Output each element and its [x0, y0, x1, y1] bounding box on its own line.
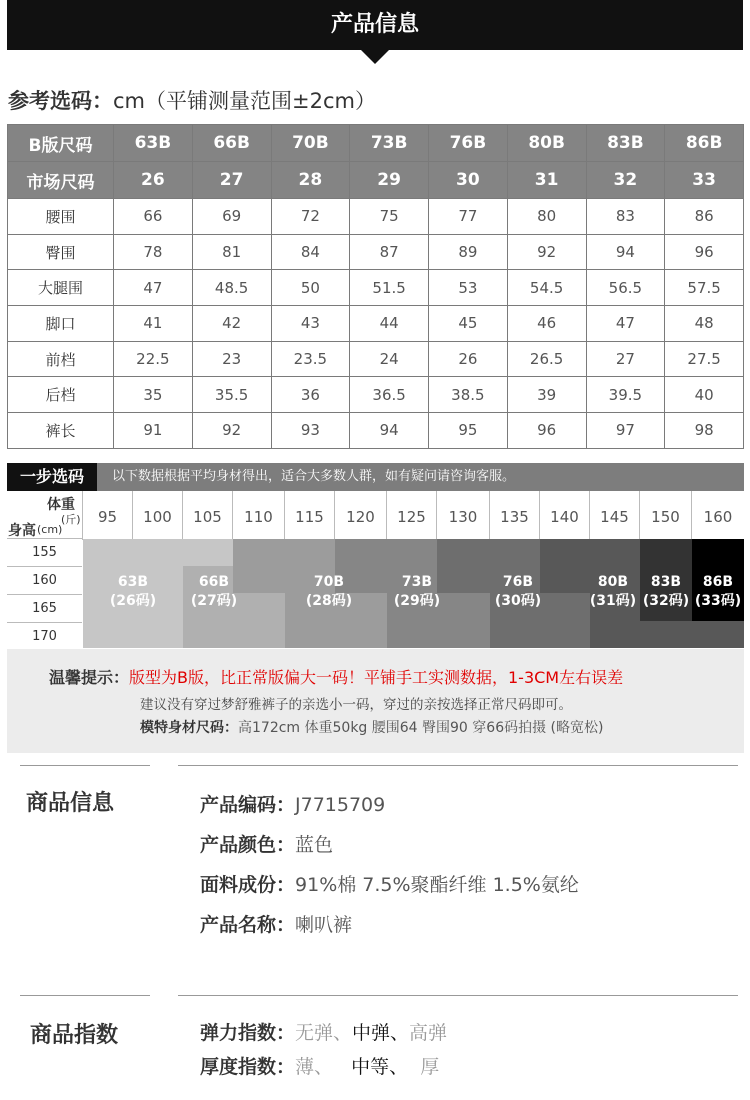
table-cell: 94 [350, 413, 429, 449]
color-label: 产品颜色： [200, 834, 296, 856]
tips-line [49, 665, 623, 688]
table-cell: 80 [507, 199, 586, 235]
table-cell: 98 [665, 413, 744, 449]
height-cell: 155 [7, 538, 82, 566]
table-cell: 51.5 [350, 270, 429, 306]
table-cell: 96 [665, 234, 744, 270]
table-cell: 97 [586, 413, 665, 449]
b-size: 80B [507, 125, 586, 162]
table-cell: 54.5 [507, 270, 586, 306]
model-label: 模特身材尺码： [140, 720, 238, 736]
reference-text: cm（平铺测量范围±2cm） [113, 89, 376, 113]
table-cell: 38.5 [429, 377, 508, 413]
table-cell: 66 [114, 199, 193, 235]
weight-cell: 145 [590, 491, 640, 540]
weight-cell: 125 [387, 491, 437, 540]
height-cell: 170 [7, 622, 82, 650]
size-m: (28码) [305, 593, 353, 609]
table-cell: 43 [271, 306, 350, 342]
size-table [7, 124, 744, 449]
step-tag: 一步选码 [7, 463, 97, 491]
table-cell: 36 [271, 377, 350, 413]
table-cell: 77 [429, 199, 508, 235]
row-label: 裤长 [8, 413, 114, 449]
row-label: 脚口 [8, 306, 114, 342]
reference-note [8, 85, 376, 115]
size-b: 70B [313, 574, 345, 590]
table-cell: 87 [350, 234, 429, 270]
size-b: 66B [198, 574, 230, 590]
weight-cell: 115 [285, 491, 335, 540]
table-cell: 22.5 [114, 341, 193, 377]
table-cell: 94 [586, 234, 665, 270]
size-m: (27码) [190, 593, 238, 609]
table-cell: 23 [192, 341, 271, 377]
table-cell: 81 [192, 234, 271, 270]
table-cell: 75 [350, 199, 429, 235]
table-cell: 83 [586, 199, 665, 235]
fabric-value: 91%棉 7.5%聚酯纤维 1.5%氨纶 [295, 874, 579, 896]
table-cell: 50 [271, 270, 350, 306]
divider [178, 765, 738, 766]
table-cell: 89 [429, 234, 508, 270]
table-row [8, 306, 744, 342]
table-cell: 86 [665, 199, 744, 235]
elastic-option: 高弹 [409, 1022, 448, 1044]
size-label-70b [295, 573, 363, 611]
market-size: 30 [429, 162, 508, 199]
code-value: J7715709 [295, 794, 386, 816]
row-label: 腰围 [8, 199, 114, 235]
product-fabric [200, 870, 579, 897]
market-size: 33 [665, 162, 744, 199]
product-info-title: 商品信息 [26, 791, 115, 816]
weight-cell: 130 [437, 491, 490, 540]
height-label: 身高 [8, 523, 36, 539]
row-label: 后档 [8, 377, 114, 413]
table-cell: 35 [114, 377, 193, 413]
row-label: 臀围 [8, 234, 114, 270]
elastic-option-selected: 中弹、 [352, 1022, 410, 1044]
size-m: (30码) [494, 593, 542, 609]
divider [20, 995, 150, 996]
tips-label: 温馨提示： [49, 668, 130, 687]
divider [178, 995, 738, 996]
product-name [200, 910, 352, 937]
thick-option: 薄、 [295, 1056, 334, 1078]
table-cell: 69 [192, 199, 271, 235]
name-value: 喇叭裤 [295, 914, 353, 936]
table-cell: 35.5 [192, 377, 271, 413]
table-cell: 46 [507, 306, 586, 342]
size-label-80b [585, 573, 641, 611]
b-size: 83B [586, 125, 665, 162]
thick-label: 厚度指数： [200, 1056, 296, 1078]
size-m: (26码) [109, 593, 157, 609]
size-b: 63B [117, 574, 149, 590]
table-cell: 48 [665, 306, 744, 342]
table-cell: 42 [192, 306, 271, 342]
b-size: 63B [114, 125, 193, 162]
table-cell: 45 [429, 306, 508, 342]
size-b: 80B [597, 574, 629, 590]
table-row [8, 413, 744, 449]
weight-unit: (斤) [61, 513, 81, 526]
size-m: (31码) [589, 593, 637, 609]
size-label-86b [690, 573, 746, 611]
table-cell: 27.5 [665, 341, 744, 377]
size-b: 76B [502, 574, 534, 590]
table-cell: 23.5 [271, 341, 350, 377]
market-size: 26 [114, 162, 193, 199]
size-label-83b [638, 573, 694, 611]
size-label-76b [484, 573, 552, 611]
table-row [8, 199, 744, 235]
tips-warning: 版型为B版，比正常版偏大一码！平铺手工实测数据，1-3CM左右误差 [129, 668, 624, 687]
step-note: 以下数据根据平均身材得出，适合大多数人群，如有疑问请咨询客服。 [112, 469, 516, 484]
thick-option-selected: 中等、 [351, 1056, 409, 1078]
elastic-option: 无弹、 [295, 1022, 353, 1044]
weight-label: 体重 [47, 497, 75, 513]
market-size: 28 [271, 162, 350, 199]
table-row [8, 234, 744, 270]
fabric-label: 面料成份： [200, 874, 296, 896]
table-cell: 40 [665, 377, 744, 413]
b-size: 76B [429, 125, 508, 162]
color-value: 蓝色 [295, 834, 334, 856]
market-size: 31 [507, 162, 586, 199]
elastic-label: 弹力指数： [200, 1022, 296, 1044]
table-cell: 56.5 [586, 270, 665, 306]
market-size: 32 [586, 162, 665, 199]
size-finder-grid [7, 491, 744, 649]
table-cell: 47 [114, 270, 193, 306]
product-index-title: 商品指数 [30, 1023, 119, 1048]
weight-cell: 140 [540, 491, 590, 540]
market-size-row [8, 162, 744, 199]
divider [20, 765, 150, 766]
name-label: 产品名称： [200, 914, 296, 936]
thickness-index [200, 1052, 439, 1079]
table-cell: 78 [114, 234, 193, 270]
height-cell: 160 [7, 566, 82, 594]
tips-box [7, 649, 744, 753]
table-cell: 27 [586, 341, 665, 377]
table-cell: 47 [586, 306, 665, 342]
table-cell: 39 [507, 377, 586, 413]
table-cell: 53 [429, 270, 508, 306]
table-cell: 39.5 [586, 377, 665, 413]
table-cell: 84 [271, 234, 350, 270]
table-cell: 93 [271, 413, 350, 449]
size-label-73b [383, 573, 451, 611]
table-cell: 44 [350, 306, 429, 342]
weight-cell: 150 [640, 491, 692, 540]
table-cell: 91 [114, 413, 193, 449]
size-label-66b [180, 573, 248, 611]
product-code [200, 790, 385, 817]
size-label-63b [99, 573, 167, 611]
table-cell: 92 [192, 413, 271, 449]
size-m: (32码) [642, 593, 690, 609]
b-size-label: B版尺码 [8, 125, 114, 162]
market-size: 29 [350, 162, 429, 199]
code-label: 产品编码： [200, 794, 296, 816]
size-m: (29码) [393, 593, 441, 609]
table-cell: 26.5 [507, 341, 586, 377]
table-cell: 95 [429, 413, 508, 449]
model-line [140, 717, 603, 737]
table-row [8, 377, 744, 413]
table-cell: 57.5 [665, 270, 744, 306]
product-color [200, 830, 333, 857]
table-cell: 26 [429, 341, 508, 377]
table-cell: 96 [507, 413, 586, 449]
reference-label: 参考选码： [8, 89, 113, 113]
elastic-index [200, 1018, 447, 1045]
b-size: 73B [350, 125, 429, 162]
market-size: 27 [192, 162, 271, 199]
table-cell: 24 [350, 341, 429, 377]
header-arrow [361, 50, 389, 64]
size-block-bottom [640, 621, 744, 648]
row-label: 前档 [8, 341, 114, 377]
height-cell: 165 [7, 594, 82, 622]
table-cell: 92 [507, 234, 586, 270]
b-size-row [8, 125, 744, 162]
table-cell: 36.5 [350, 377, 429, 413]
table-row [8, 341, 744, 377]
weight-cell: 110 [233, 491, 285, 540]
weight-cell: 120 [335, 491, 387, 540]
size-b: 73B [401, 574, 433, 590]
table-cell: 41 [114, 306, 193, 342]
size-b: 83B [650, 574, 682, 590]
height-unit: (cm) [37, 523, 63, 536]
b-size: 86B [665, 125, 744, 162]
weight-cell: 95 [83, 491, 133, 540]
b-size: 70B [271, 125, 350, 162]
grid-corner [7, 491, 83, 540]
table-cell: 48.5 [192, 270, 271, 306]
table-row [8, 270, 744, 306]
weight-cell: 105 [183, 491, 233, 540]
weight-cell: 160 [703, 508, 733, 526]
size-b: 86B [702, 574, 734, 590]
weight-cell: 135 [490, 491, 540, 540]
weight-cell: 100 [133, 491, 183, 540]
thick-option: 厚 [420, 1056, 440, 1078]
size-m: (33码) [694, 593, 742, 609]
table-cell: 72 [271, 199, 350, 235]
b-size: 66B [192, 125, 271, 162]
page-title: 产品信息 [330, 12, 419, 37]
model-text: 高172cm 体重50kg 腰围64 臀围90 穿66码拍摄 (略宽松) [238, 720, 604, 736]
market-size-label: 市场尺码 [8, 162, 114, 199]
row-label: 大腿围 [8, 270, 114, 306]
tips-advice: 建议没有穿过梦舒雅裤子的亲选小一码，穿过的亲按选择正常尺码即可。 [140, 697, 572, 713]
